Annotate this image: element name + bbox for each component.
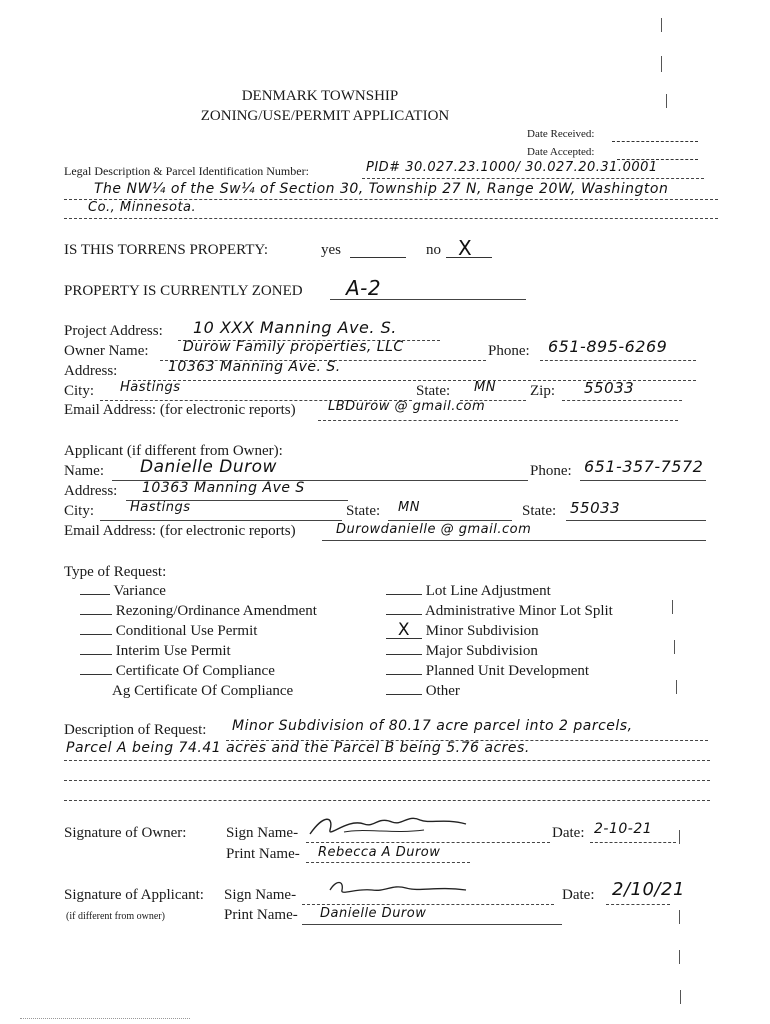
owner-sign-name-label: Sign Name- [226,825,299,841]
applicant-state2-label: State: [522,503,557,519]
date-received-field[interactable] [612,128,698,142]
scan-artifact [20,1018,190,1019]
signature-line [302,924,562,925]
legal-line [362,178,704,179]
date-received-label: Date Received: [527,128,595,140]
field-line [100,520,342,521]
torrens-yes-label: yes [321,242,341,258]
option-blank[interactable] [80,654,112,655]
description-line [64,780,710,781]
owner-zip-label: Zip: [530,383,555,399]
description-line [64,800,710,801]
torrens-yes-field[interactable] [350,244,406,258]
owner-address-value: 10363 Manning Ave. S. [168,359,341,375]
option-label: Variance [113,583,166,599]
applicant-print-name-label: Print Name- [224,907,298,923]
applicant-address-label: Address: [64,483,118,499]
applicant-name-value: Danielle Durow [140,457,277,477]
request-option[interactable] [80,583,166,600]
applicant-city-label: City: [64,503,95,519]
option-label: Planned Unit Development [425,663,590,679]
applicant-state-value: MN [398,500,420,515]
date-accepted-label: Date Accepted: [527,146,595,158]
scan-mark [666,94,667,108]
applicant-email-value: Durowdanielle @ gmail.com [336,522,532,537]
applicant-print-name-value: Danielle Durow [320,906,427,921]
option-blank[interactable] [386,654,422,655]
torrens-no-label: no [426,242,441,258]
parcel-id-value: PID# 30.027.23.1000/ 30.027.20.31.0001 [366,160,658,175]
description-line [64,760,710,761]
applicant-signature-scribble [326,876,476,900]
request-option[interactable] [80,643,231,660]
option-label: Interim Use Permit [115,643,231,659]
description-label: Description of Request: [64,722,207,738]
legal-line [64,218,718,219]
request-option[interactable] [112,683,293,700]
legal-description-line1: The NW¼ of the Sw¼ of Section 30, Township 27 N, Range 20W, Washington [94,181,669,197]
option-blank[interactable] [80,594,110,595]
request-option[interactable] [386,663,589,680]
option-blank[interactable] [80,614,112,615]
owner-phone-value: 651-895-6269 [548,337,668,356]
request-option[interactable] [80,603,317,620]
option-label: Major Subdivision [425,643,538,659]
applicant-heading: Applicant (if different from Owner): [64,443,283,459]
option-label: Ag Certificate Of Compliance [112,683,294,699]
field-line [322,540,706,541]
owner-print-name-label: Print Name- [226,846,300,862]
owner-signature-label: Signature of Owner: [64,825,187,841]
option-blank[interactable] [80,674,112,675]
option-label: Lot Line Adjustment [425,583,551,599]
applicant-signature-subtext: (if different from owner) [66,911,165,922]
owner-state-value: MN [474,380,496,395]
zoning-label: PROPERTY IS CURRENTLY ZONED [64,283,303,299]
owner-city-label: City: [64,383,95,399]
owner-email-label: Email Address: (for electronic reports) [64,402,296,418]
scan-mark [676,680,677,694]
option-label: Rezoning/Ordinance Amendment [115,603,317,619]
date-accepted-field[interactable] [617,146,698,160]
applicant-city-value: Hastings [130,500,191,515]
owner-phone-label: Phone: [488,343,530,359]
legal-description-label: Legal Description & Parcel Identification Number: [64,164,309,178]
applicant-date-label: Date: [562,887,595,903]
option-label: Administrative Minor Lot Split [424,603,613,619]
applicant-state2-value: 55033 [570,499,621,517]
description-line2: Parcel A being 74.41 acres and the Parcel B being 5.76 acres. [66,740,530,756]
applicant-phone-value: 651-357-7572 [584,457,704,476]
signature-line [606,904,670,905]
request-option[interactable] [386,643,538,660]
applicant-date-value: 2/10/21 [612,879,685,900]
signature-line [302,904,554,905]
request-option-selected[interactable] [386,620,539,640]
field-line [562,400,682,401]
applicant-email-label: Email Address: (for electronic reports) [64,523,296,539]
owner-signature-scribble [304,812,474,842]
field-line [540,360,696,361]
option-blank[interactable] [386,594,422,595]
owner-date-label: Date: [552,825,585,841]
request-option[interactable] [386,583,551,600]
request-type-heading: Type of Request: [64,564,167,580]
option-label: Minor Subdivision [425,623,539,639]
request-option[interactable] [80,623,257,640]
owner-name-label: Owner Name: [64,343,149,359]
field-line [566,520,706,521]
scan-mark [679,950,680,964]
field-line [580,480,706,481]
applicant-state-label: State: [346,503,381,519]
zoning-line [330,299,526,300]
document-subtitle: ZONING/USE/PERMIT APPLICATION [200,108,450,124]
scan-mark [679,830,680,844]
owner-address-label: Address: [64,363,118,379]
option-blank[interactable] [386,694,422,695]
applicant-address-value: 10363 Manning Ave S [142,480,305,496]
torrens-no-mark: X [458,236,473,260]
option-blank[interactable] [386,674,422,675]
applicant-sign-name-label: Sign Name- [224,887,297,903]
signature-line [306,862,470,863]
legal-description-line2: Co., Minnesota. [88,200,197,215]
scan-mark [661,18,662,32]
owner-city-value: Hastings [120,380,181,395]
option-blank[interactable] [386,614,422,615]
zoning-value: A-2 [346,276,382,300]
scan-mark [672,600,673,614]
scan-mark [680,990,681,1004]
owner-email-value: LBDurow @ gmail.com [328,399,486,414]
option-label: Other [425,683,460,699]
owner-state-label: State: [416,383,451,399]
owner-zip-value: 55033 [584,379,635,397]
option-label: Certificate Of Compliance [115,663,275,679]
document-title: DENMARK TOWNSHIP [241,88,399,104]
applicant-signature-label: Signature of Applicant: [64,887,204,903]
project-address-label: Project Address: [64,323,163,339]
request-option[interactable] [386,683,460,700]
applicant-name-label: Name: [64,463,104,479]
signature-line [590,842,676,843]
project-address-value: 10 XXX Manning Ave. S. [193,318,397,337]
scan-mark [661,56,662,72]
scan-mark [674,640,675,654]
request-option[interactable] [80,663,275,680]
applicant-phone-label: Phone: [530,463,572,479]
scan-mark [679,910,680,924]
owner-print-name-value: Rebecca A Durow [318,845,441,860]
option-blank-marked[interactable]: X [386,623,422,639]
torrens-label: IS THIS TORRENS PROPERTY: [64,242,269,258]
signature-line [306,842,550,843]
owner-date-value: 2-10-21 [594,821,653,837]
owner-name-value: Durow Family properties, LLC [183,339,404,355]
option-label: Conditional Use Permit [115,623,258,639]
description-line1: Minor Subdivision of 80.17 acre parcel into 2 parcels, [232,718,633,734]
option-blank[interactable] [80,634,112,635]
field-line [388,520,512,521]
request-option[interactable] [386,603,613,620]
field-line [318,420,678,421]
